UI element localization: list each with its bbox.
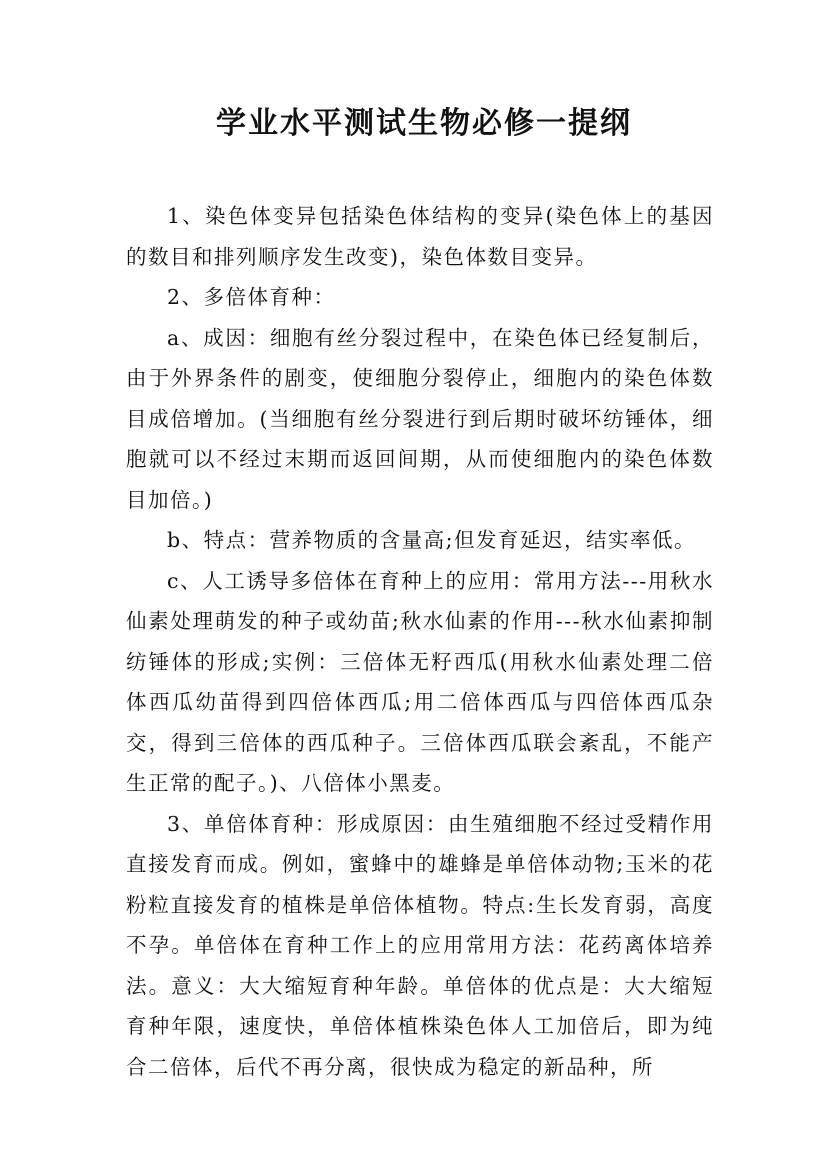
paragraph-chromosome-variation: 1、染色体变异包括染色体结构的变异(染色体上的基因的数目和排列顺序发生改变)，染色体数目变异。: [126, 204, 714, 269]
paragraph-polyploid-cause: a、成因：细胞有丝分裂过程中，在染色体已经复制后，由于外界条件的剧变，使细胞分裂停止，细胞内的染色体数目成倍增加。(当细胞有丝分裂进行到后期时破坏纺锤体，细胞就可以不经过末期而返回间期，从而使细胞内的染色体数目加倍。): [126, 325, 714, 512]
paragraph-polyploid-application: c、人工诱导多倍体在育种上的应用：常用方法---用秋水仙素处理萌发的种子或幼苗;秋水仙素的作用---秋水仙素抑制纺锤体的形成;实例：三倍体无籽西瓜(用秋水仙素处理二倍体西瓜幼苗得到四倍体西瓜;用二倍体西瓜与四倍体西瓜杂交，得到三倍体的西瓜种子。三倍体西瓜联会紊乱，不能产生正常的配子。)、八倍体小黑麦。: [126, 568, 714, 795]
paragraph-haploid-breeding: 3、单倍体育种：形成原因：由生殖细胞不经过受精作用直接发育而成。例如，蜜蜂中的雄蜂是单倍体动物;玉米的花粉粒直接发育的植株是单倍体植物。特点:生长发育弱，高度不孕。单倍体在育种工作上的应用常用方法：花药离体培养法。意义：大大缩短育种年龄。单倍体的优点是：大大缩短育种年限，速度快，单倍体植株染色体人工加倍后，即为纯合二倍体，后代不再分离，很快成为稳定的新品种，所: [126, 811, 714, 1079]
paragraph-polyploid-breeding-heading: 2、多倍体育种：: [167, 285, 336, 309]
document-title: 学业水平测试生物必修一提纲: [216, 106, 632, 141]
paragraph-polyploid-features: b、特点：营养物质的含量高;但发育延迟，结实率低。: [167, 528, 697, 552]
document-body: [126, 196, 714, 1087]
